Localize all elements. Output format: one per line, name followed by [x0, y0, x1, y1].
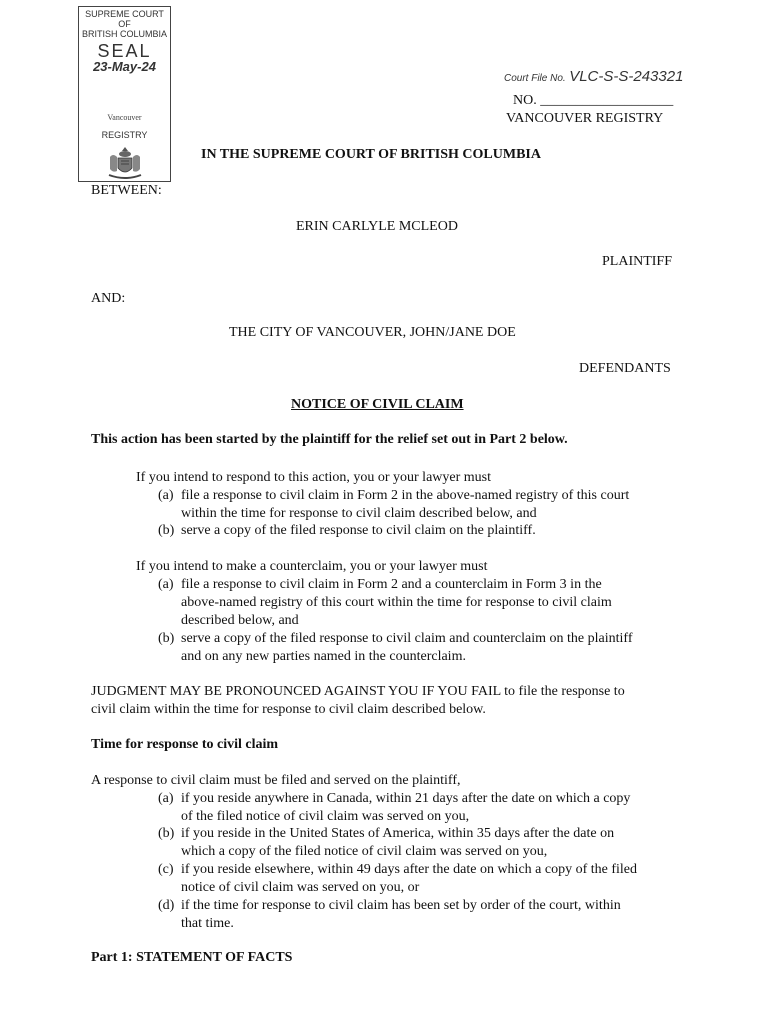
list-item [158, 825, 678, 861]
list-item-label: (d) [158, 898, 175, 913]
list-item-line: if you reside anywhere in Canada, within 21 days after the date on which a copy [181, 791, 631, 806]
time-intro: A response to civil claim must be filed and served on the plaintiff, [91, 773, 461, 788]
list-item-line: and on any new parties named in the counterclaim. [181, 649, 466, 664]
plaintiff-label: PLAINTIFF [602, 254, 673, 269]
list-item-line: serve a copy of the filed response to civil claim and counterclaim on the plaintiff [181, 631, 633, 646]
judgment-warning-line [91, 683, 681, 701]
list-item-label: (b) [158, 523, 175, 538]
judgment-warning-line: civil claim within the time for response to civil claim described below. [91, 702, 486, 717]
registry-name: VANCOUVER REGISTRY [506, 111, 664, 126]
list-item-line: of the filed notice of civil claim was served on you, [181, 809, 470, 824]
seal-court-line: OF [118, 19, 131, 29]
court-file-number-line [504, 68, 683, 86]
plaintiff-name: ERIN CARLYLE MCLEOD [296, 219, 458, 234]
no-line: NO. ___________________ [513, 93, 674, 108]
list-item-line: notice of civil claim was served on you, or [181, 880, 420, 895]
court-file-number: VLC-S-S-243321 [569, 68, 684, 85]
list-item [158, 487, 678, 523]
part1-heading: Part 1: STATEMENT OF FACTS [91, 950, 293, 965]
list-item [158, 790, 678, 826]
list-item [158, 861, 678, 897]
respond-intro: If you intend to respond to this action, you or your lawyer must [136, 470, 491, 485]
list-item [158, 897, 678, 933]
time-heading: Time for response to civil claim [91, 737, 279, 752]
defendant-name: THE CITY OF VANCOUVER, JOHN/JANE DOE [229, 325, 516, 340]
list-item-line: within the time for response to civil claim described below, and [181, 506, 537, 521]
seal-date: 23-May-24 [93, 59, 156, 74]
registry-seal-stamp [78, 6, 171, 182]
defendant-label: DEFENDANTS [579, 361, 671, 376]
list-item-label: (a) [158, 488, 174, 503]
between-label: BETWEEN: [91, 183, 162, 198]
seal-court-name [79, 9, 170, 39]
list-item-line: above-named registry of this court within the time for response to civil claim [181, 595, 612, 610]
seal-word: SEAL [97, 41, 152, 61]
list-item [158, 576, 678, 630]
list-item-label: (b) [158, 826, 175, 841]
and-label: AND: [91, 291, 126, 306]
list-item-line: serve a copy of the filed response to civil claim on the plaintiff. [181, 523, 536, 538]
seal-city: Vancouver [107, 113, 142, 122]
judgment-warning-rest: to file the response to [500, 684, 625, 699]
counter-intro: If you intend to make a counterclaim, you or your lawyer must [136, 559, 488, 574]
list-item-line: described below, and [181, 613, 299, 628]
list-item [158, 522, 678, 540]
judgment-warning-caps: JUDGMENT MAY BE PRONOUNCED AGAINST YOU IF YOU FAIL [91, 684, 501, 699]
list-item-line: file a response to civil claim in Form 2 in the above-named registry of this court [181, 488, 630, 503]
seal-registry: REGISTRY [101, 130, 148, 140]
list-item-line: file a response to civil claim in Form 2 and a counterclaim in Form 3 in the [181, 577, 602, 592]
action-started-statement: This action has been started by the plaintiff for the relief set out in Part 2 below. [91, 432, 568, 447]
list-item-label: (c) [158, 862, 174, 877]
list-item-line: if you reside in the United States of America, within 35 days after the date on [181, 826, 615, 841]
court-title: IN THE SUPREME COURT OF BRITISH COLUMBIA [201, 147, 541, 162]
list-item-line: if you reside elsewhere, within 49 days after the date on which a copy of the filed [181, 862, 638, 877]
list-item-label: (a) [158, 791, 174, 806]
list-item-line: if the time for response to civil claim has been set by order of the court, within [181, 898, 621, 913]
seal-court-line: BRITISH COLUMBIA [81, 29, 167, 39]
list-item-line: that time. [181, 916, 234, 931]
judgment-warning [91, 683, 681, 719]
coat-of-arms-icon [105, 145, 145, 181]
seal-court-line: SUPREME COURT [85, 9, 164, 19]
list-item-label: (a) [158, 577, 174, 592]
court-file-label: Court File No. [504, 73, 566, 84]
list-item-label: (b) [158, 631, 175, 646]
list-item-line: which a copy of the filed notice of civil claim was served on you, [181, 844, 548, 859]
notice-title: NOTICE OF CIVIL CLAIM [291, 397, 464, 412]
list-item [158, 630, 678, 666]
